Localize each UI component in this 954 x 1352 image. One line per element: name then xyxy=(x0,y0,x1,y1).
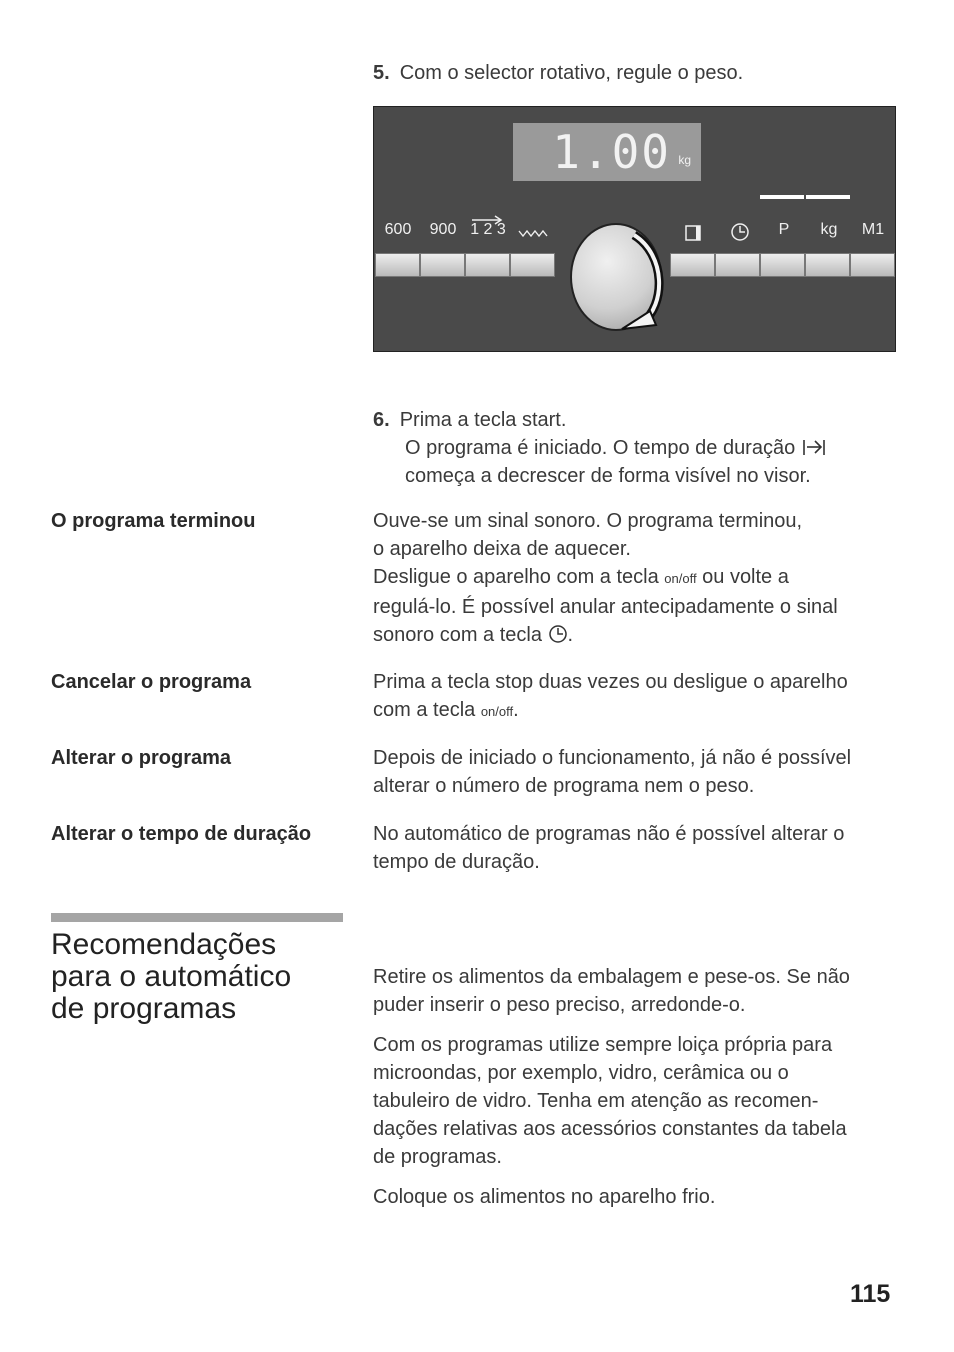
text-line: dações relativas aos acessórios constantes da tabela xyxy=(373,1118,847,1140)
text-line: Com os programas utilize sempre loiça própria para xyxy=(373,1034,833,1056)
section-divider xyxy=(51,913,343,922)
paragraph xyxy=(373,963,913,1019)
display-value: 1.00 xyxy=(552,125,671,179)
key-wave xyxy=(510,253,555,277)
text-cancel-program xyxy=(373,668,913,726)
text-line: Prima a tecla stop duas vezes ou desligue o aparelho xyxy=(373,671,848,693)
button-label-p: P xyxy=(778,221,790,238)
arrow-right-icon xyxy=(470,215,506,225)
display-unit: kg xyxy=(678,153,691,167)
text-change-program xyxy=(373,744,913,800)
button-label-m1: M1 xyxy=(861,221,885,238)
text-line: alterar o número de programa nem o peso. xyxy=(373,775,755,797)
title-line: de programas xyxy=(51,992,237,1025)
paragraph xyxy=(373,1031,913,1171)
key-123 xyxy=(465,253,510,277)
label-cancel-program: Cancelar o programa xyxy=(51,671,252,693)
text-line: regulá-lo. É possível anular antecipadamente o sinal xyxy=(373,596,838,618)
text-line: tabuleiro de vidro. Tenha em atenção as recomen- xyxy=(373,1090,819,1112)
display xyxy=(513,123,701,181)
key-p xyxy=(760,253,805,277)
indicator-dash xyxy=(760,195,804,199)
key-m1 xyxy=(850,253,895,277)
key-door xyxy=(670,253,715,277)
step-line-2: O programa é iniciado. O tempo de duração xyxy=(405,437,796,459)
text-line: microondas, por exemplo, vidro, cerâmica ou o xyxy=(373,1062,789,1084)
step-text: Com o selector rotativo, regule o peso. xyxy=(399,62,744,84)
wave-icon xyxy=(517,227,551,239)
text-line: Coloque os alimentos no aparelho frio. xyxy=(373,1186,716,1208)
key-600 xyxy=(375,253,420,277)
door-icon xyxy=(684,223,704,243)
button-label-900: 900 xyxy=(429,221,457,238)
rotate-arrow-icon xyxy=(604,225,674,335)
text-line: tempo de duração. xyxy=(373,851,540,873)
text-line: sonoro com a tecla xyxy=(373,624,548,646)
button-label-600: 600 xyxy=(384,221,412,238)
button-label-123: 1 2 3 xyxy=(470,221,506,238)
text-line: Retire os alimentos da embalagem e pese-os. Se não xyxy=(373,966,850,988)
step-number: 5. xyxy=(373,62,390,84)
label-program-finished: O programa terminou xyxy=(51,510,256,532)
step-line-1: Prima a tecla start. xyxy=(399,409,567,431)
text-program-finished xyxy=(373,507,913,649)
label-change-program: Alterar o programa xyxy=(51,747,232,769)
clock-icon xyxy=(729,221,751,243)
page-number: 115 xyxy=(850,1280,891,1308)
button-label-kg: kg xyxy=(820,221,838,238)
section-title xyxy=(51,929,351,1025)
indicator-dash xyxy=(806,195,850,199)
step-6 xyxy=(373,406,913,490)
text-line: com a tecla xyxy=(373,699,481,721)
text-line: Desligue o aparelho com a tecla xyxy=(373,566,665,588)
step-5 xyxy=(373,59,743,87)
on-off-key-label: on/off xyxy=(480,704,514,719)
clock-icon xyxy=(548,624,568,644)
text-line: No automático de programas não é possível alterar o xyxy=(373,823,845,845)
text-line: o aparelho deixa de aquecer. xyxy=(373,538,631,560)
text-line: . xyxy=(513,699,519,721)
on-off-key-label: on/off xyxy=(664,571,697,586)
text-line: . xyxy=(567,624,574,646)
title-line: para o automático xyxy=(51,960,292,993)
duration-icon xyxy=(801,438,827,456)
text-line: de programas. xyxy=(373,1146,502,1168)
key-kg xyxy=(805,253,850,277)
key-900 xyxy=(420,253,465,277)
text-change-duration xyxy=(373,820,913,876)
step-line-3: começa a decrescer de forma visível no visor. xyxy=(405,465,811,487)
text-line: Ouve-se um sinal sonoro. O programa terminou, xyxy=(373,510,803,532)
text-line: ou volte a xyxy=(696,566,789,588)
title-line: Recomendações xyxy=(51,928,277,961)
control-panel xyxy=(373,106,896,352)
key-clock xyxy=(715,253,760,277)
paragraph xyxy=(373,1183,913,1211)
recommendations-text xyxy=(373,963,913,1211)
text-line: puder inserir o peso preciso, arredonde-o. xyxy=(373,994,746,1016)
step-number: 6. xyxy=(373,409,390,431)
label-change-duration: Alterar o tempo de duração xyxy=(51,823,312,845)
text-line: Depois de iniciado o funcionamento, já não é possível xyxy=(373,747,852,769)
